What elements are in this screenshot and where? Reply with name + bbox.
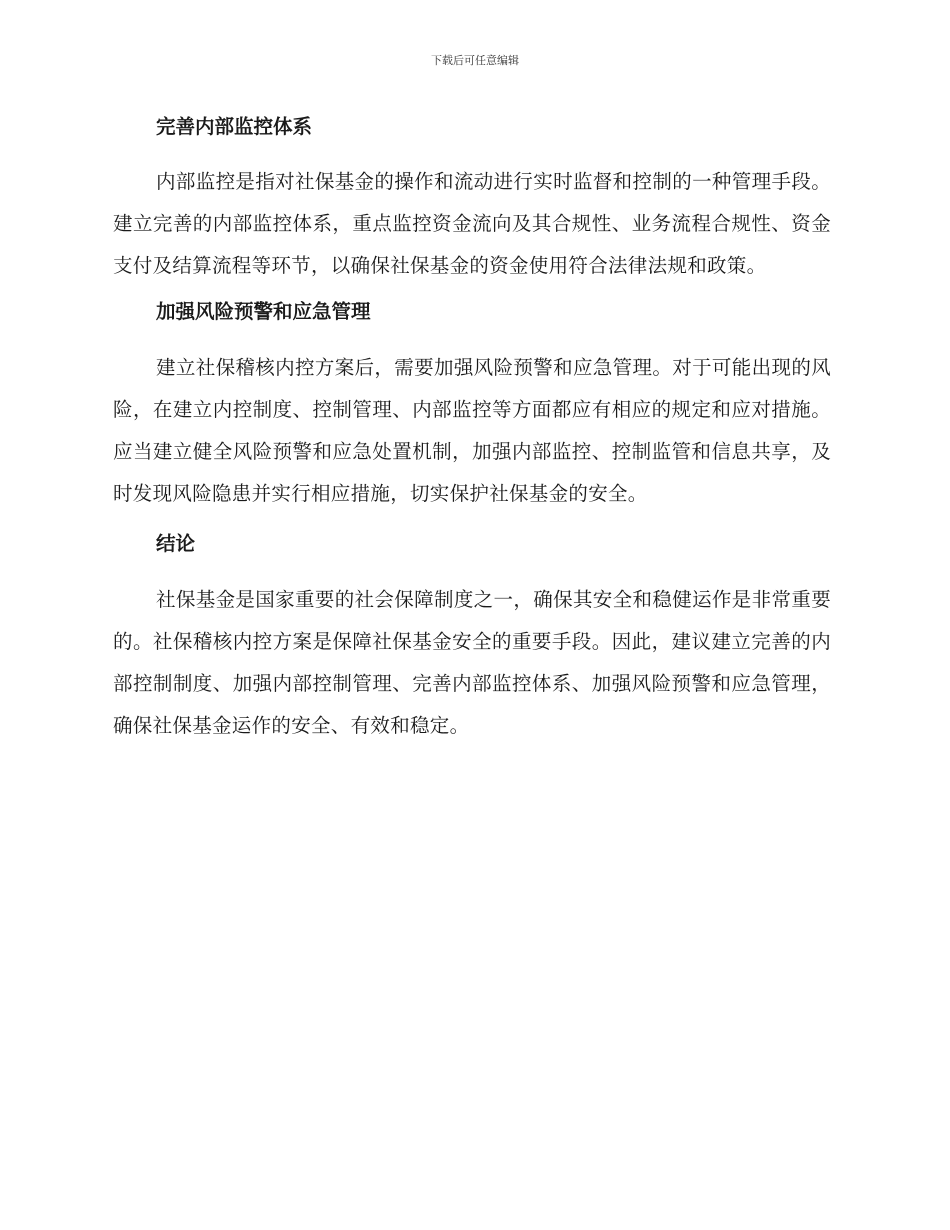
section-heading-conclusion: 结论 — [156, 532, 196, 555]
page-header: 下载后可任意编辑 — [431, 54, 519, 67]
document-body — [113, 110, 831, 747]
section-heading-internal-monitoring: 完善内部监控体系 — [156, 115, 313, 138]
section-heading-risk-warning: 加强风险预警和应急管理 — [156, 300, 371, 323]
section-paragraph-internal-monitoring: 内部监控是指对社保基金的操作和流动进行实时监督和控制的一种管理手段。建立完善的内部监控体系，重点监控资金流向及其合规性、业务流程合规性、资金支付及结算流程等环节，以确保社保基金的资金使用符合法律法规和政策。 — [113, 170, 831, 277]
section-paragraph-conclusion: 社保基金是国家重要的社会保障制度之一，确保其安全和稳健运作是非常重要的。社保稽核内控方案是保障社保基金安全的重要手段。因此，建议建立完善的内部控制制度、加强内部控制管理、完善内部监控体系、加强风险预警和应急管理，确保社保基金运作的安全、有效和稳定。 — [113, 588, 831, 737]
section-paragraph-risk-warning: 建立社保稽核内控方案后，需要加强风险预警和应急管理。对于可能出现的风险，在建立内控制度、控制管理、内部监控等方面都应有相应的规定和应对措施。应当建立健全风险预警和应急处置机制，加强内部监控、控制监管和信息共享，及时发现风险隐患并实行相应措施，切实保护社保基金的安全。 — [113, 356, 831, 505]
